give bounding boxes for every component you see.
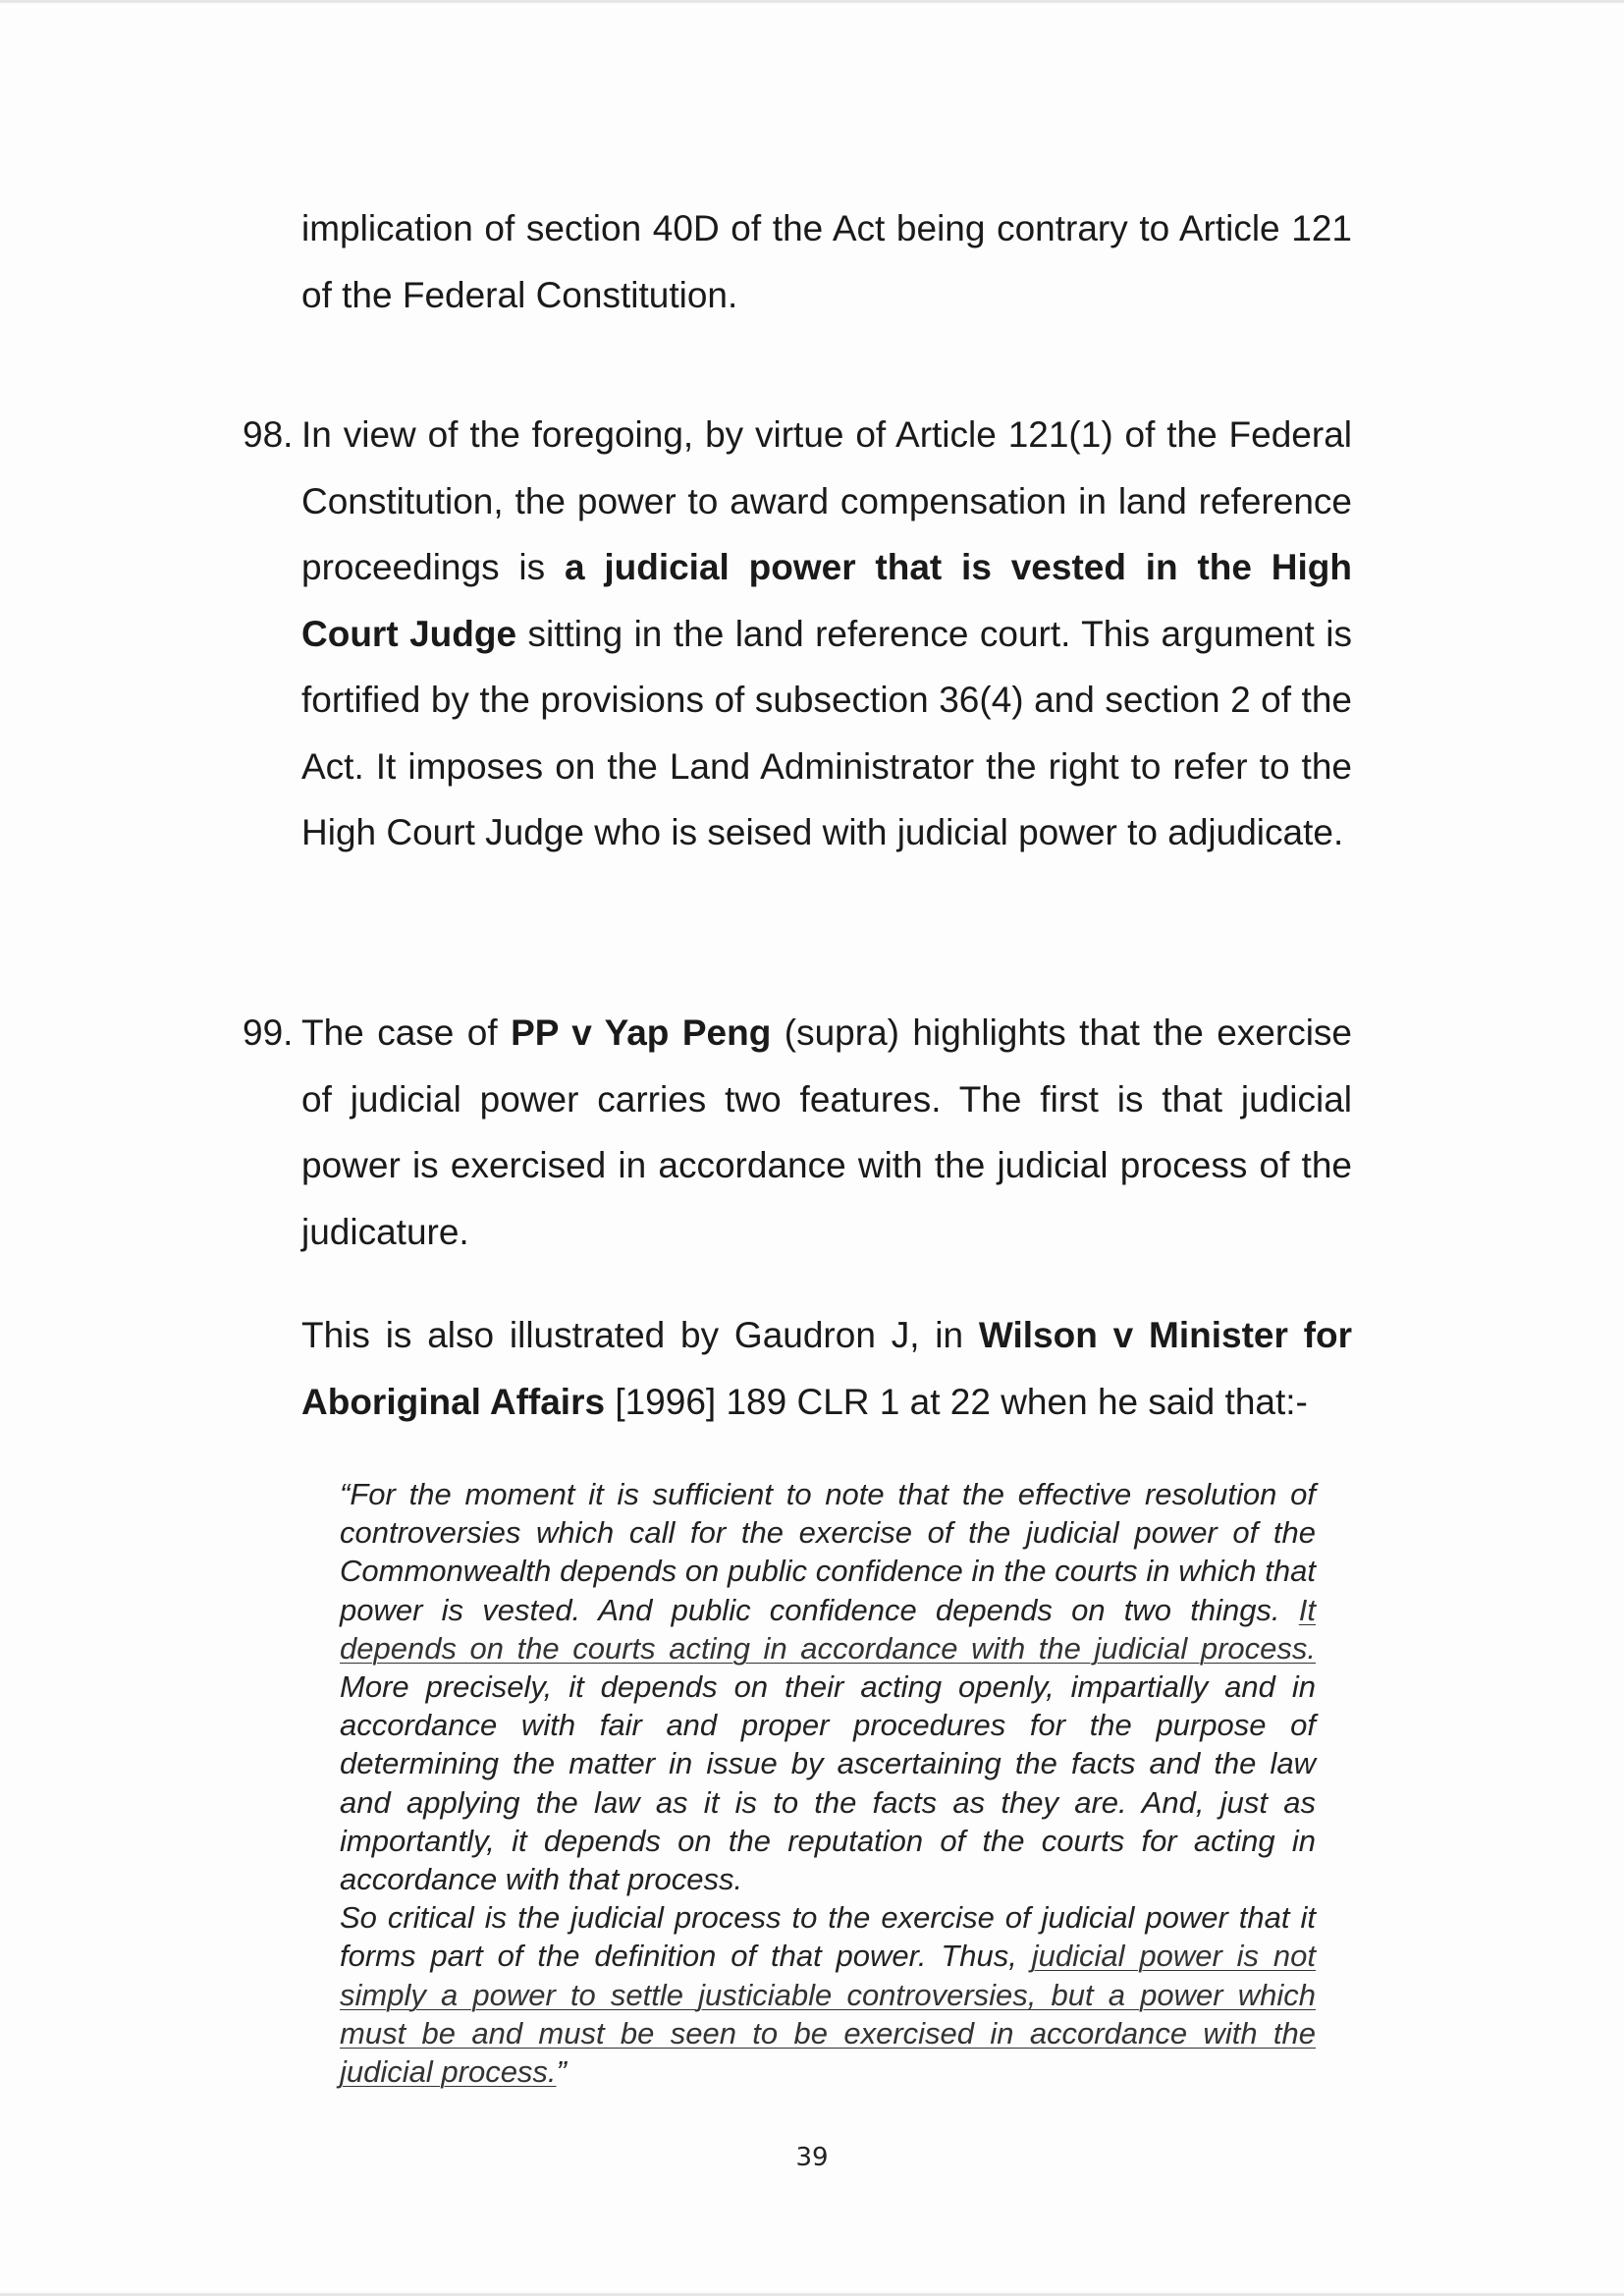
illustration-text-1: This is also illustrated by Gaudron J, in bbox=[301, 1315, 979, 1355]
quote-p1-text-a: “For the moment it is sufficient to note that the effective resolution of controversies which call for the exercise of the judicial power of the Commonwealth depends on public confidence in the courts in which that power is vested. And public confidence depends on two things. bbox=[340, 1477, 1316, 1627]
illustration-text-2: [1996] 189 CLR 1 at 22 when he said that:- bbox=[605, 1381, 1308, 1422]
paragraph-99-text-1: The case of bbox=[301, 1012, 512, 1053]
illustration-paragraph bbox=[301, 1302, 1352, 1435]
quote-p2-text-a: So critical is the judicial process to the exercise of judicial power that it forms part of the definition of that power. Thus, bbox=[340, 1900, 1316, 1974]
quote-paragraph-2 bbox=[340, 1898, 1316, 2091]
paragraph-98 bbox=[301, 402, 1352, 866]
quote-p2-underlined: judicial power is not simply a power to settle justiciable controversies, but a power which must be and must be seen to be exercised in accordance with the judicial process. bbox=[340, 1939, 1316, 2090]
quote-p1-text-b: More precisely, it depends on their acting openly, impartially and in accordance with fair and proper procedures for the purpose of determining the matter in issue by ascertaining the facts and the law and applying the law as it is to the facts as they are. And, just as importantly, it depends on the reputation of the courts for acting in accordance with that process. bbox=[340, 1669, 1316, 1897]
block-quote bbox=[340, 1475, 1316, 2091]
paragraph-number-98: 98. bbox=[243, 414, 294, 455]
paragraph-98-bold: a judicial power that is vested in the High Court Judge bbox=[301, 547, 1352, 654]
quote-p2-text-b: ” bbox=[556, 2054, 567, 2090]
paragraph-99 bbox=[301, 1000, 1352, 1265]
paragraph-99-text-2: (supra) highlights that the exercise of judicial power carries two features. The first is that judicial power is exercised in accordance with the judicial process of the judicature. bbox=[301, 1012, 1353, 1252]
quote-p1-underlined: It depends on the courts acting in accordance with the judicial process. bbox=[340, 1592, 1316, 1666]
paragraph-98-text-2: sitting in the land reference court. This argument is fortified by the provisions of subsection 36(4) and section 2 of the Act. It imposes on the Land Administrator the right to refer to the High Court Judge who is seised with judicial power to adjudicate. bbox=[301, 613, 1352, 852]
case-name-wilson: Wilson v Minister for Aboriginal Affairs bbox=[301, 1315, 1352, 1422]
case-name-pp-v-yap-peng: PP v Yap Peng bbox=[511, 1012, 772, 1053]
continuation-paragraph: implication of section 40D of the Act being contrary to Article 121 of the Federal Constitution. bbox=[301, 208, 1352, 315]
paragraph-98-text-1: In view of the foregoing, by virtue of Article 121(1) of the Federal Constitution, the power to award compensation in land reference proceedings is bbox=[301, 414, 1352, 587]
quote-paragraph-1 bbox=[340, 1475, 1316, 1898]
scan-edge-top bbox=[0, 0, 1624, 3]
page-number: 39 bbox=[795, 2143, 829, 2172]
paragraph-number-99: 99. bbox=[243, 1012, 294, 1053]
